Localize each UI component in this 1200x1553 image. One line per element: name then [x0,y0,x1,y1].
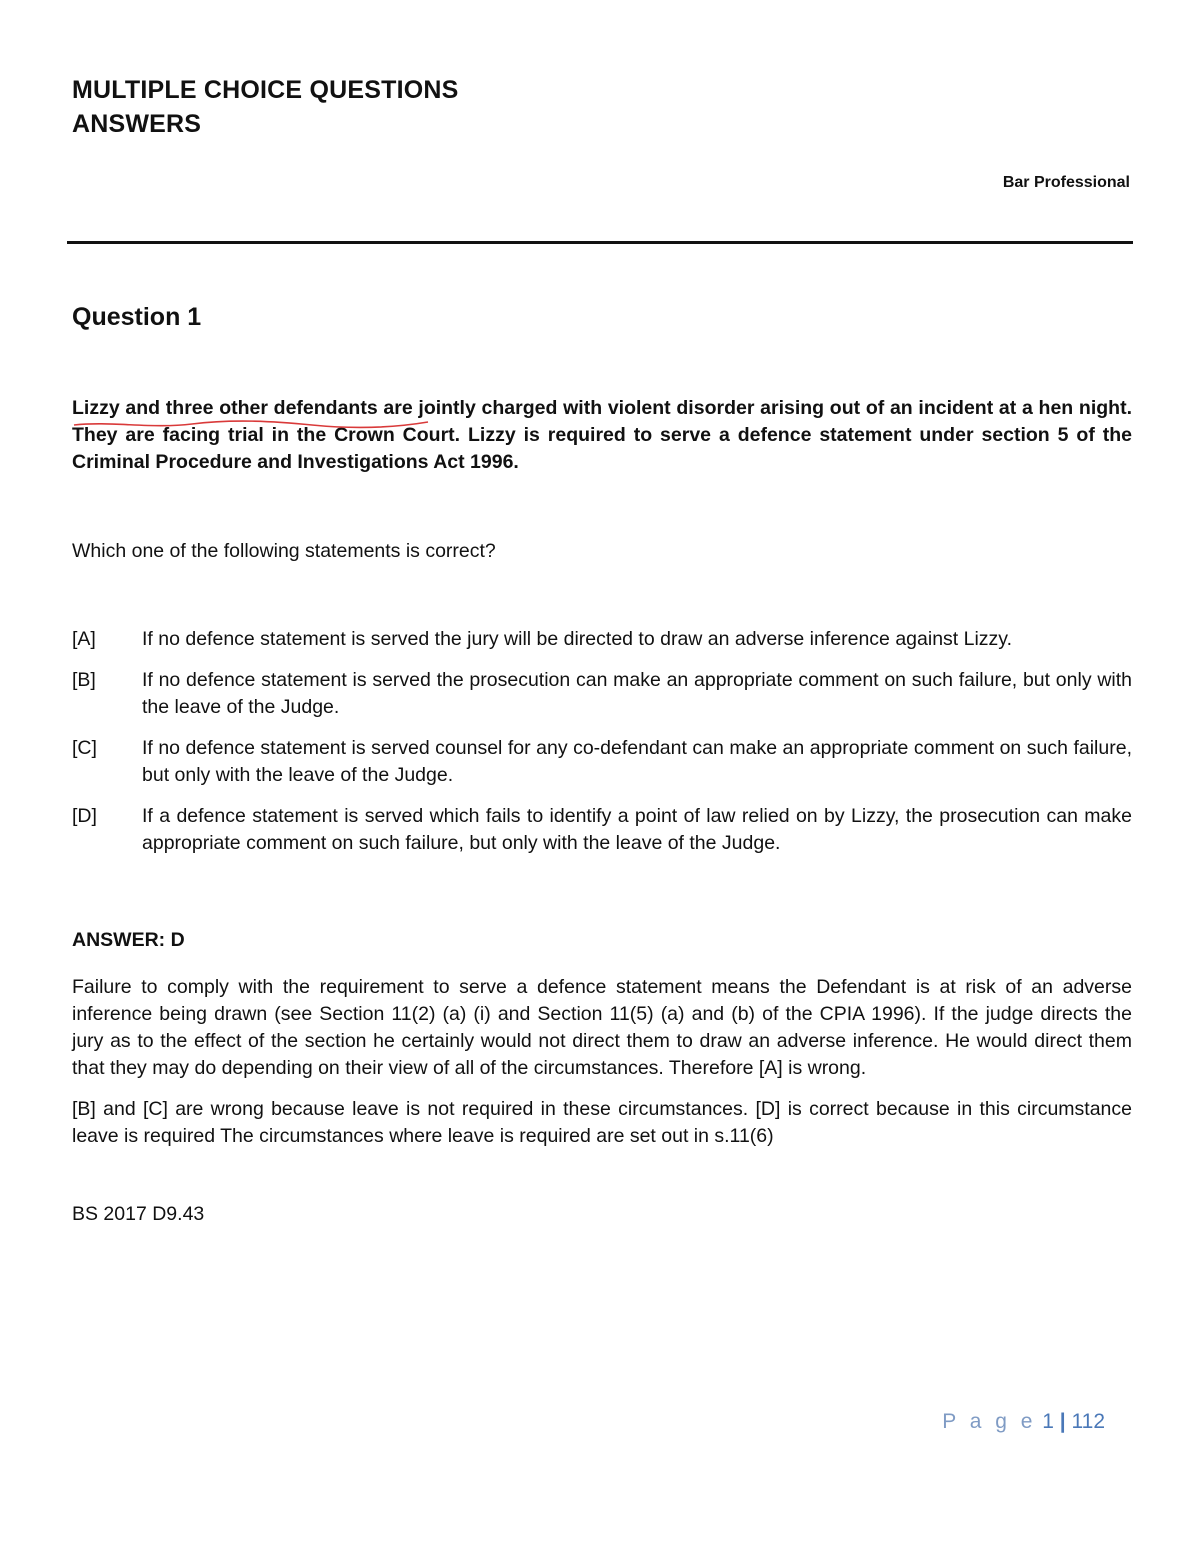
question-heading: Question 1 [72,303,202,331]
title-line-1: MULTIPLE CHOICE QUESTIONS [72,76,459,104]
page-number: 1 [1042,1410,1054,1433]
question-prompt: Which one of the following statements is correct? [72,540,496,562]
option-text: If no defence statement is served the prosecution can make an appropriate comment on such failure, but only with the leave of the Judge. [142,669,1132,718]
option-text: If a defence statement is served which fails to identify a point of law relied on by Lizzy, the prosecution can make appropriate comment on such failure, but only with the leave of the Judge. [142,805,1132,854]
option-letter: [C] [72,737,97,759]
option-b [72,667,1132,721]
option-letter: [B] [72,669,96,691]
option-letter: [D] [72,805,97,827]
option-text: If no defence statement is served counsel for any co-defendant can make an appropriate comment on such failure, but only with the leave of the Judge. [142,737,1132,786]
answer-heading: ANSWER: D [72,929,185,951]
explanation-paragraph-1: Failure to comply with the requirement to serve a defence statement means the Defendant is at risk of an adverse inference being drawn (see Section 11(2) (a) (i) and Section 11(5) (a) and (b) of the CPIA 1996). If the judge directs the jury as to the effect of the section he certainly would not direct them to draw an adverse inference. He would direct them that they may do depending on their view of all of the circumstances. Therefore [A] is wrong. [72,976,1132,1079]
title-line-2: ANSWERS [72,110,202,138]
course-label: Bar Professional [1002,174,1130,191]
option-letter: [A] [72,628,96,650]
total-pages: 112 [1071,1410,1105,1433]
page-separator: | [1059,1410,1066,1433]
header-divider [67,241,1133,244]
document-title [72,73,459,141]
option-a [72,626,1132,653]
question-scenario: Lizzy and three other defendants are jointly charged with violent disorder arising out of an incident at a hen night. They are facing trial in the Crown Court. Lizzy is required to serve a defence statement under section 5 of the Criminal Procedure and Investigations Act 1996. [72,397,1132,473]
source-reference: BS 2017 D9.43 [72,1203,205,1225]
option-d [72,803,1132,857]
answer-options [72,626,1132,871]
option-c [72,735,1132,789]
answer-explanation [72,974,1132,1164]
page-footer [942,1410,1105,1434]
page-label: P a g e [942,1410,1037,1433]
explanation-paragraph-2: [B] and [C] are wrong because leave is not required in these circumstances. [D] is correct because in this circumstance leave is required The circumstances where leave is required are set out in s.11(6) [72,1098,1132,1147]
option-text: If no defence statement is served the jury will be directed to draw an adverse inference against Lizzy. [142,628,1013,650]
